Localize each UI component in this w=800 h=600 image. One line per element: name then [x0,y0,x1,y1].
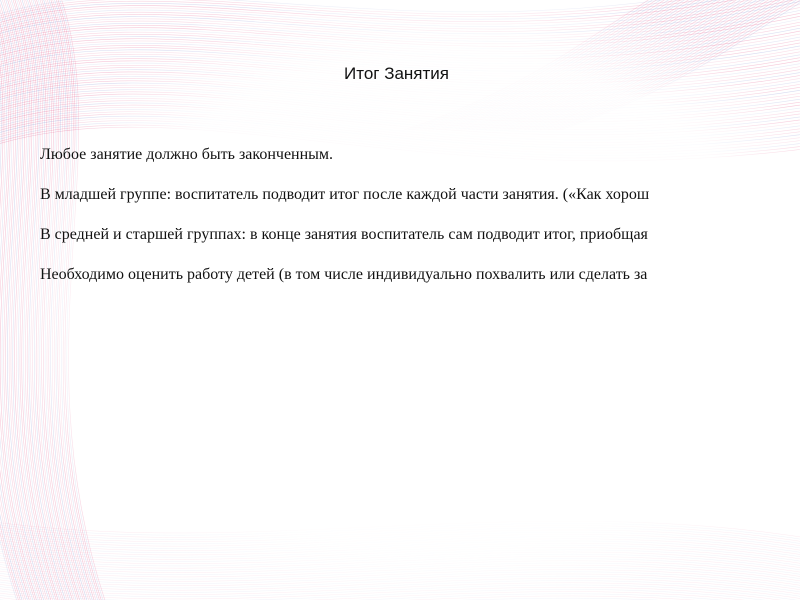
slide-title: Итог Занятия [344,64,449,83]
paragraph-2: В младшей группе: воспитатель подводит итог после каждой части занятия. («Как хорош [40,186,650,203]
paragraph-4: Необходимо оценить работу детей (в том числе индивидуально похвалить или сделать за [40,266,648,283]
paragraph-1: Любое занятие должно быть законченным. [40,146,334,163]
paragraph-3: В средней и старшей группах: в конце занятия воспитатель сам подводит итог, приобщая [40,226,648,243]
slide-body [40,143,800,303]
